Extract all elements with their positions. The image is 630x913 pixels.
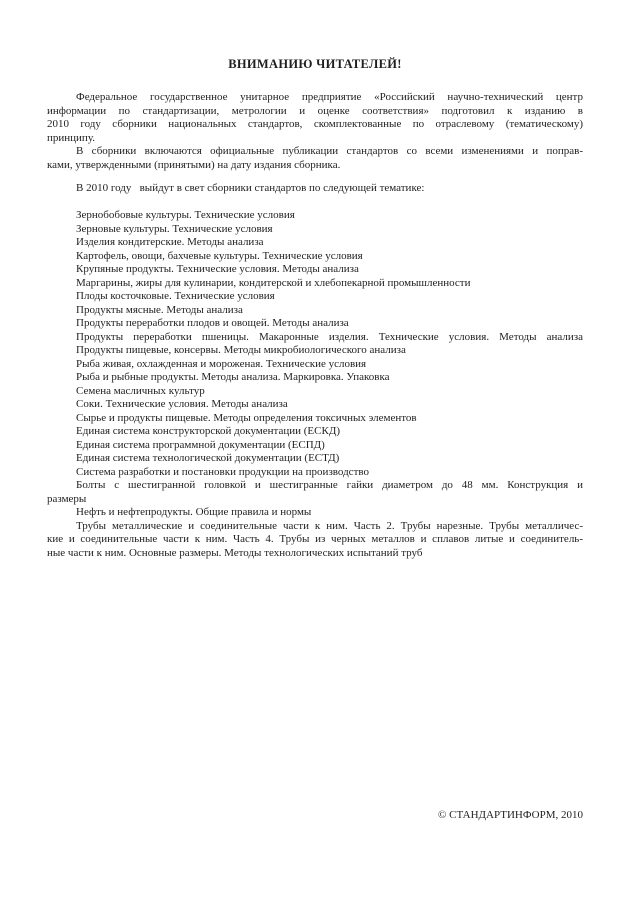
page-title: ВНИМАНИЮ ЧИТАТЕЛЕЙ!: [228, 57, 402, 71]
topic-item: Единая система программной документации (ЕСПД): [76, 438, 325, 451]
topic-item: Единая система конструкторской документации (ЕСКД): [76, 425, 340, 437]
topic-item: Изделия кондитерские. Методы анализа: [76, 236, 264, 248]
topic-item: Продукты переработки плодов и овощей. Методы анализа: [76, 317, 349, 329]
text-line: Трубы металлические и соединительные части к ним. Часть 2. Трубы нарезные. Трубы металличес-: [76, 519, 583, 532]
topic-item: Рыба живая, охлажденная и мороженая. Технические условия: [76, 357, 367, 370]
topic-item: Крупяные продукты. Технические условия. Методы анализа: [76, 263, 359, 275]
topics-list: [47, 209, 583, 560]
topic-item: Картофель, овощи, бахчевые культуры. Технические условия: [76, 249, 363, 262]
text-line: Болты с шестигранной головкой и шестигранные гайки диаметром до 48 мм. Конструкция и: [76, 479, 583, 491]
text-line: 2010 году сборники национальных стандартов, скомплектованные по отраслевому (тематическому): [47, 118, 583, 130]
intro-paragraph-2: [47, 145, 583, 172]
text-line: принципу.: [47, 131, 95, 144]
topic-item: Зернобобовые культуры. Технические условия: [76, 209, 295, 221]
topic-item: Единая система технологической документации (ЕСТД): [76, 452, 340, 464]
intro-paragraph-1: [47, 91, 583, 145]
text-line: В сборники включаются официальные публикации стандартов со всеми изменениями и поправ-: [76, 145, 583, 157]
topic-item: Плоды косточковые. Технические условия: [76, 290, 275, 302]
topic-item: Маргарины, жиры для кулинарии, кондитерской и хлебопекарной промышленности: [76, 276, 471, 289]
text-line: кие и соединительные части к ним. Часть 4. Трубы из черных металлов и сплавов литые и соединитель-: [47, 533, 583, 545]
text-line: информации по стандартизации, метрологии и оценке соответствия» подготовил к изданию в: [47, 104, 583, 117]
copyright-notice: © СТАНДАРТИНФОРМ, 2010: [438, 809, 583, 821]
topic-item: [47, 520, 583, 561]
text-line: ные части к ним. Основные размеры. Методы технологических испытаний труб: [47, 546, 423, 559]
topic-item: Продукты переработки пшеницы. Макаронные изделия. Технические условия. Методы анализа: [76, 330, 583, 343]
topic-item: Семена масличных культур: [76, 384, 205, 397]
topic-item: Система разработки и постановки продукции на производство: [76, 465, 369, 478]
announcement-line: В 2010 году выйдут в свет сборники стандартов по следующей тематике:: [76, 182, 425, 194]
topic-item: Соки. Технические условия. Методы анализа: [76, 398, 288, 410]
topic-item: Нефть и нефтепродукты. Общие правила и нормы: [76, 506, 312, 518]
topic-item: Продукты мясные. Методы анализа: [76, 303, 243, 316]
topic-item: Сырье и продукты пищевые. Методы определения токсичных элементов: [76, 411, 417, 424]
text-line: ками, утвержденными (принятыми) на дату издания сборника.: [47, 158, 341, 171]
topic-item: Продукты пищевые, консервы. Методы микробиологического анализа: [76, 344, 406, 356]
topic-item: Рыба и рыбные продукты. Методы анализа. Маркировка. Упаковка: [76, 371, 390, 383]
text-line: Федеральное государственное унитарное предприятие «Российский научно-технический центр: [76, 91, 583, 103]
topic-item: Зерновые культуры. Технические условия: [76, 222, 273, 235]
text-line: размеры: [47, 492, 87, 505]
topic-item: [47, 479, 583, 506]
